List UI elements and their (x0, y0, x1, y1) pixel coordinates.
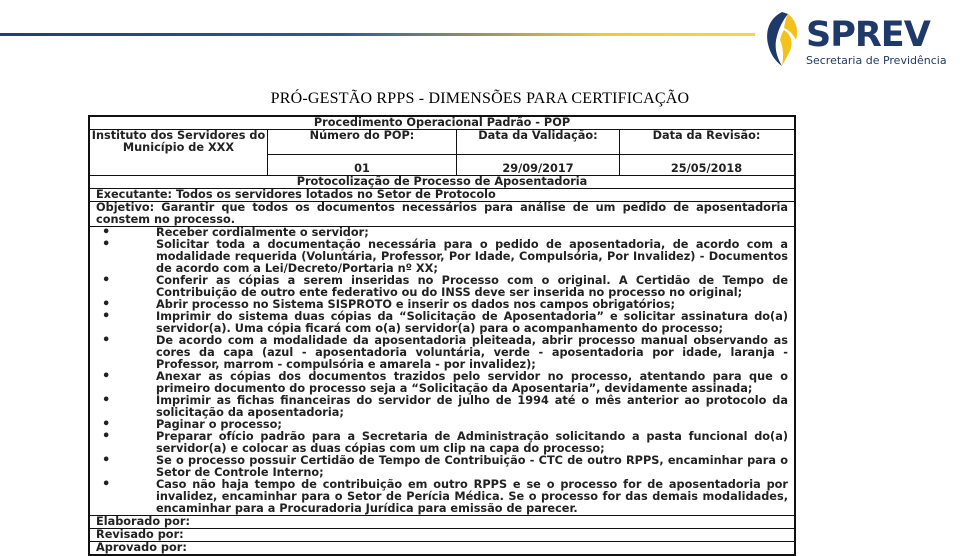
pop-meta-values (268, 155, 793, 175)
validation-date-label: Data da Validação: (457, 130, 620, 154)
list-item: • Abrir processo no Sistema SISPROTO e inserir os dados nos campos obrigatórios; (156, 299, 788, 311)
pop-document (88, 115, 796, 556)
list-item: • Caso não haja tempo de contribuição em outro RPPS e se o processo for de aposentadoria por invalidez, encaminhar para o Setor de Perícia Médica. Se o processo for das demais modalidades, encaminhar para a Procuradoria Jurídica para emissão de parecer. (156, 479, 788, 515)
shield-flame-icon (762, 8, 804, 70)
list-item: • Se o processo possuir Certidão de Tempo de Contribuição - CTC de outro RPPS, encaminhar para o Setor de Controle Interno; (156, 455, 788, 479)
pop-number-label: Número do POP: (268, 130, 457, 154)
steps-block (90, 227, 794, 516)
process-title: Protocolização de Processo de Aposentadoria (90, 176, 794, 189)
list-item: • Imprimir do sistema duas cópias da “Solicitação de Aposentadoria” e solicitar assinatura do(a) servidor(a). Uma cópia ficará com o(a) servidor(a) para o acompanhamento do processo; (156, 311, 788, 335)
approved-by-row: Aprovado por: (96, 541, 187, 554)
reviewed-by-row: Revisado por: (90, 529, 794, 542)
executor-text: Todos os servidores lotados no Setor de Protocolo (176, 188, 496, 201)
list-item: • Paginar o processo; (156, 419, 788, 431)
logo-wordmark: SPREV (806, 15, 930, 55)
list-item: • Solicitar toda a documentação necessária para o pedido de aposentadoria, de acordo com a modalidade requerida (Voluntária, Professor, Por Idade, Compulsória, Por Invalidez) - Documentos de acordo com a Lei/Decreto/Portaria nº XX; (156, 239, 788, 275)
objective-label: Objetivo: (96, 201, 155, 214)
list-item: • Imprimir as fichas financeiras do servidor de julho de 1994 até o mês anterior ao protocolo da solicitação da aposentadoria; (156, 395, 788, 419)
prepared-by-row: Elaborado por: (90, 516, 794, 529)
objective-row (90, 202, 794, 227)
list-item: • Conferir as cópias a serem inseridas no Processo com o original. A Certidão de Tempo de Contribuição de outro ente federativo ou do INSS deve ser inserida no processo no original; (156, 275, 788, 299)
list-item: • Preparar ofício padrão para a Secretaria de Administração solicitando a pasta funcional do(a) servidor(a) e colocar as duas cópias com um clip na capa do processo; (156, 431, 788, 455)
list-item: • De acordo com a modalidade da aposentadoria pleiteada, abrir processo manual observando as cores da capa (azul - aposentadoria voluntária, verde - aposentadoria por idade, laranja - Professor, marrom - compulsória e amarela - por invalidez); (156, 335, 788, 371)
list-item: • Anexar as cópias dos documentos trazidos pelo servidor no processo, atentando para que o primeiro documento do processo seja a “Solicitação da Aposentaria”, devidamente assinada; (156, 371, 788, 395)
list-item: • Receber cordialmente o servidor; (156, 227, 788, 239)
pop-meta-labels (268, 130, 793, 155)
institute-label: Instituto dos Servidores do Município de XXX (90, 130, 268, 175)
revision-date-label: Data da Revisão: (652, 129, 761, 142)
pop-meta (268, 130, 793, 175)
slide-title: PRÓ-GESTÃO RPPS - DIMENSÕES PARA CERTIFICAÇÃO (270, 90, 690, 107)
sprev-logo (762, 8, 952, 70)
validation-date-value: 29/09/2017 (457, 155, 620, 175)
revision-date-value: 25/05/2018 (670, 162, 743, 175)
executor-label: Executante: (96, 188, 173, 201)
pop-info-row (90, 130, 794, 176)
logo-subtitle: Secretaria de Previdência (806, 54, 947, 67)
pop-header: Procedimento Operacional Padrão - POP (90, 117, 794, 130)
header-divider-line (0, 33, 755, 36)
objective-text: Garantir que todos os documentos necessários para análise de um pedido de aposentadoria constem no processo. (96, 201, 789, 226)
pop-number-value: 01 (268, 155, 457, 175)
steps-list (90, 227, 794, 515)
